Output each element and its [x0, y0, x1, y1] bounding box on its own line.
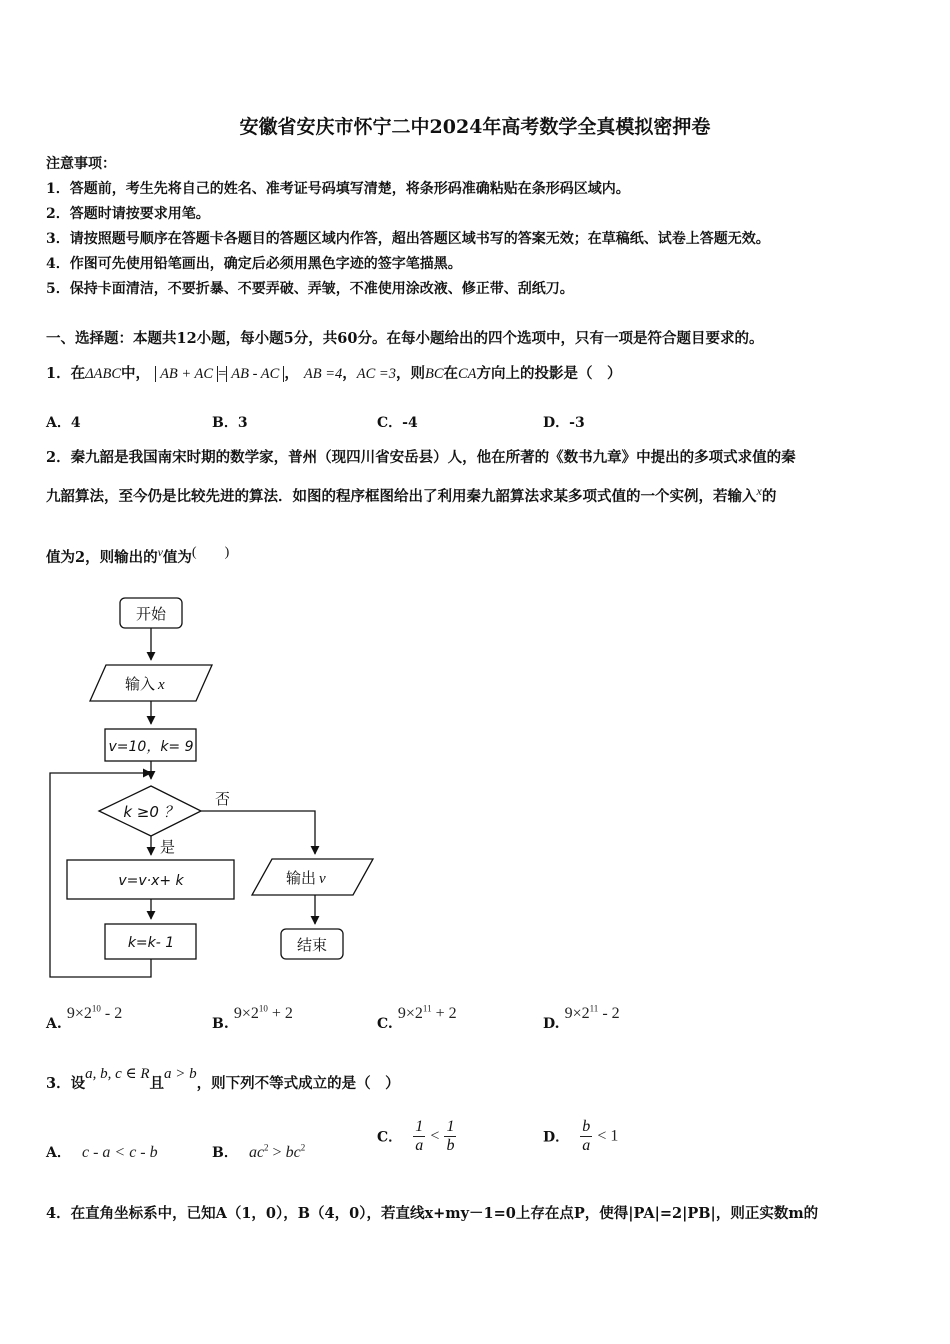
page-title: 安徽省安庆市怀宁二中2024年高考数学全真模拟密押卷 [239, 116, 711, 138]
flow-output-label: 输出 v [286, 869, 326, 887]
flow-input-label: 输入 x [125, 675, 165, 693]
flow-no-branch-line [201, 811, 315, 854]
q1-option-c: C．-4 [377, 415, 418, 431]
q3-option-d: D． $\frac{b}{a}$ < 1 [543, 1118, 619, 1154]
note-item-2: 2．答题时请按要求用笔。 [46, 206, 210, 222]
question-4: 4．在直角坐标系中，已知A（1，0），B（4，0），若直线x+my－1=0上存在点P，使得|PA|=2|PB|，则正实数m的 [46, 1205, 819, 1222]
note-item-5: 5．保持卡面清洁，不要折暴、不要弄破、弄皱，不准使用涂改液、修正带、刮纸刀。 [46, 281, 574, 297]
q1-option-d: D．-3 [543, 415, 585, 431]
q2-option-b: B. $9\times 2^{10} + 2$ [212, 1003, 293, 1032]
flow-no-label: 否 [215, 790, 231, 808]
section-heading: 一、选择题：本题共12小题，每小题5分，共60分。在每小题给出的四个选项中，只有一项是符合题目要求的。 [46, 330, 764, 347]
notes-heading: 注意事项： [46, 156, 116, 172]
flow-decrement-label: k=k- 1 [127, 935, 175, 951]
q2-option-c: C. $9\times 2^{11} + 2$ [377, 1003, 457, 1032]
flow-condition-label: k ≥0 ？ [123, 803, 179, 821]
q3-option-b: B． $ac^2 > bc^2$ [212, 1142, 306, 1161]
note-item-3: 3．请按照题号顺序在答题卡各题目的答题区域内作答，超出答题区域书写的答案无效；在草稿纸、试卷上答题无效。 [46, 231, 770, 247]
q1-option-b: B．3 [212, 415, 248, 431]
question-2-line-3: 值为2，则输出的$^v$值为( ) [46, 545, 230, 566]
q3-option-c: C． $\frac{1}{a}$ < $\frac{1}{b}$ [377, 1118, 455, 1154]
q3-option-a: A． c - a < c - b [46, 1144, 158, 1161]
question-3: 3．设a, b, c ∈ R且a > b，则下列不等式成立的是（ ） [46, 1066, 400, 1092]
q1-option-a: A．4 [46, 415, 81, 431]
flow-update-label: v=v·x+ k [118, 873, 184, 889]
question-2-line-2: 九韶算法，至今仍是比较先进的算法．如图的程序框图给出了利用秦九韶算法求某多项式值的一个实例，若输入$^x$的 [46, 484, 777, 505]
q2-option-d: D. $9\times 2^{11} - 2$ [543, 1003, 620, 1032]
question-2-line-1: 2．秦九韶是我国南宋时期的数学家，普州（现四川省安岳县）人，他在所著的《数书九章》中提出的多项式求值的秦 [46, 449, 796, 466]
flow-start-label: 开始 [135, 605, 167, 623]
question-1: 1．在ΔABC中， AB + AC = AB - AC ， AB =4，AC =3，则BC在CA方向上的投影是（ ） [46, 365, 622, 382]
flowchart [40, 590, 385, 985]
flow-init-label: v=10，k= 9 [108, 739, 194, 755]
flow-yes-label: 是 [160, 838, 176, 856]
note-item-1: 1．答题前，考生先将自己的姓名、准考证号码填写清楚，将条形码准确粘贴在条形码区域内。 [46, 181, 630, 197]
flow-end-label: 结束 [296, 936, 328, 954]
note-item-4: 4．作图可先使用铅笔画出，确定后必须用黑色字迹的签字笔描黑。 [46, 256, 462, 272]
q2-option-a: A. $9\times 2^{10} - 2$ [46, 1003, 123, 1032]
